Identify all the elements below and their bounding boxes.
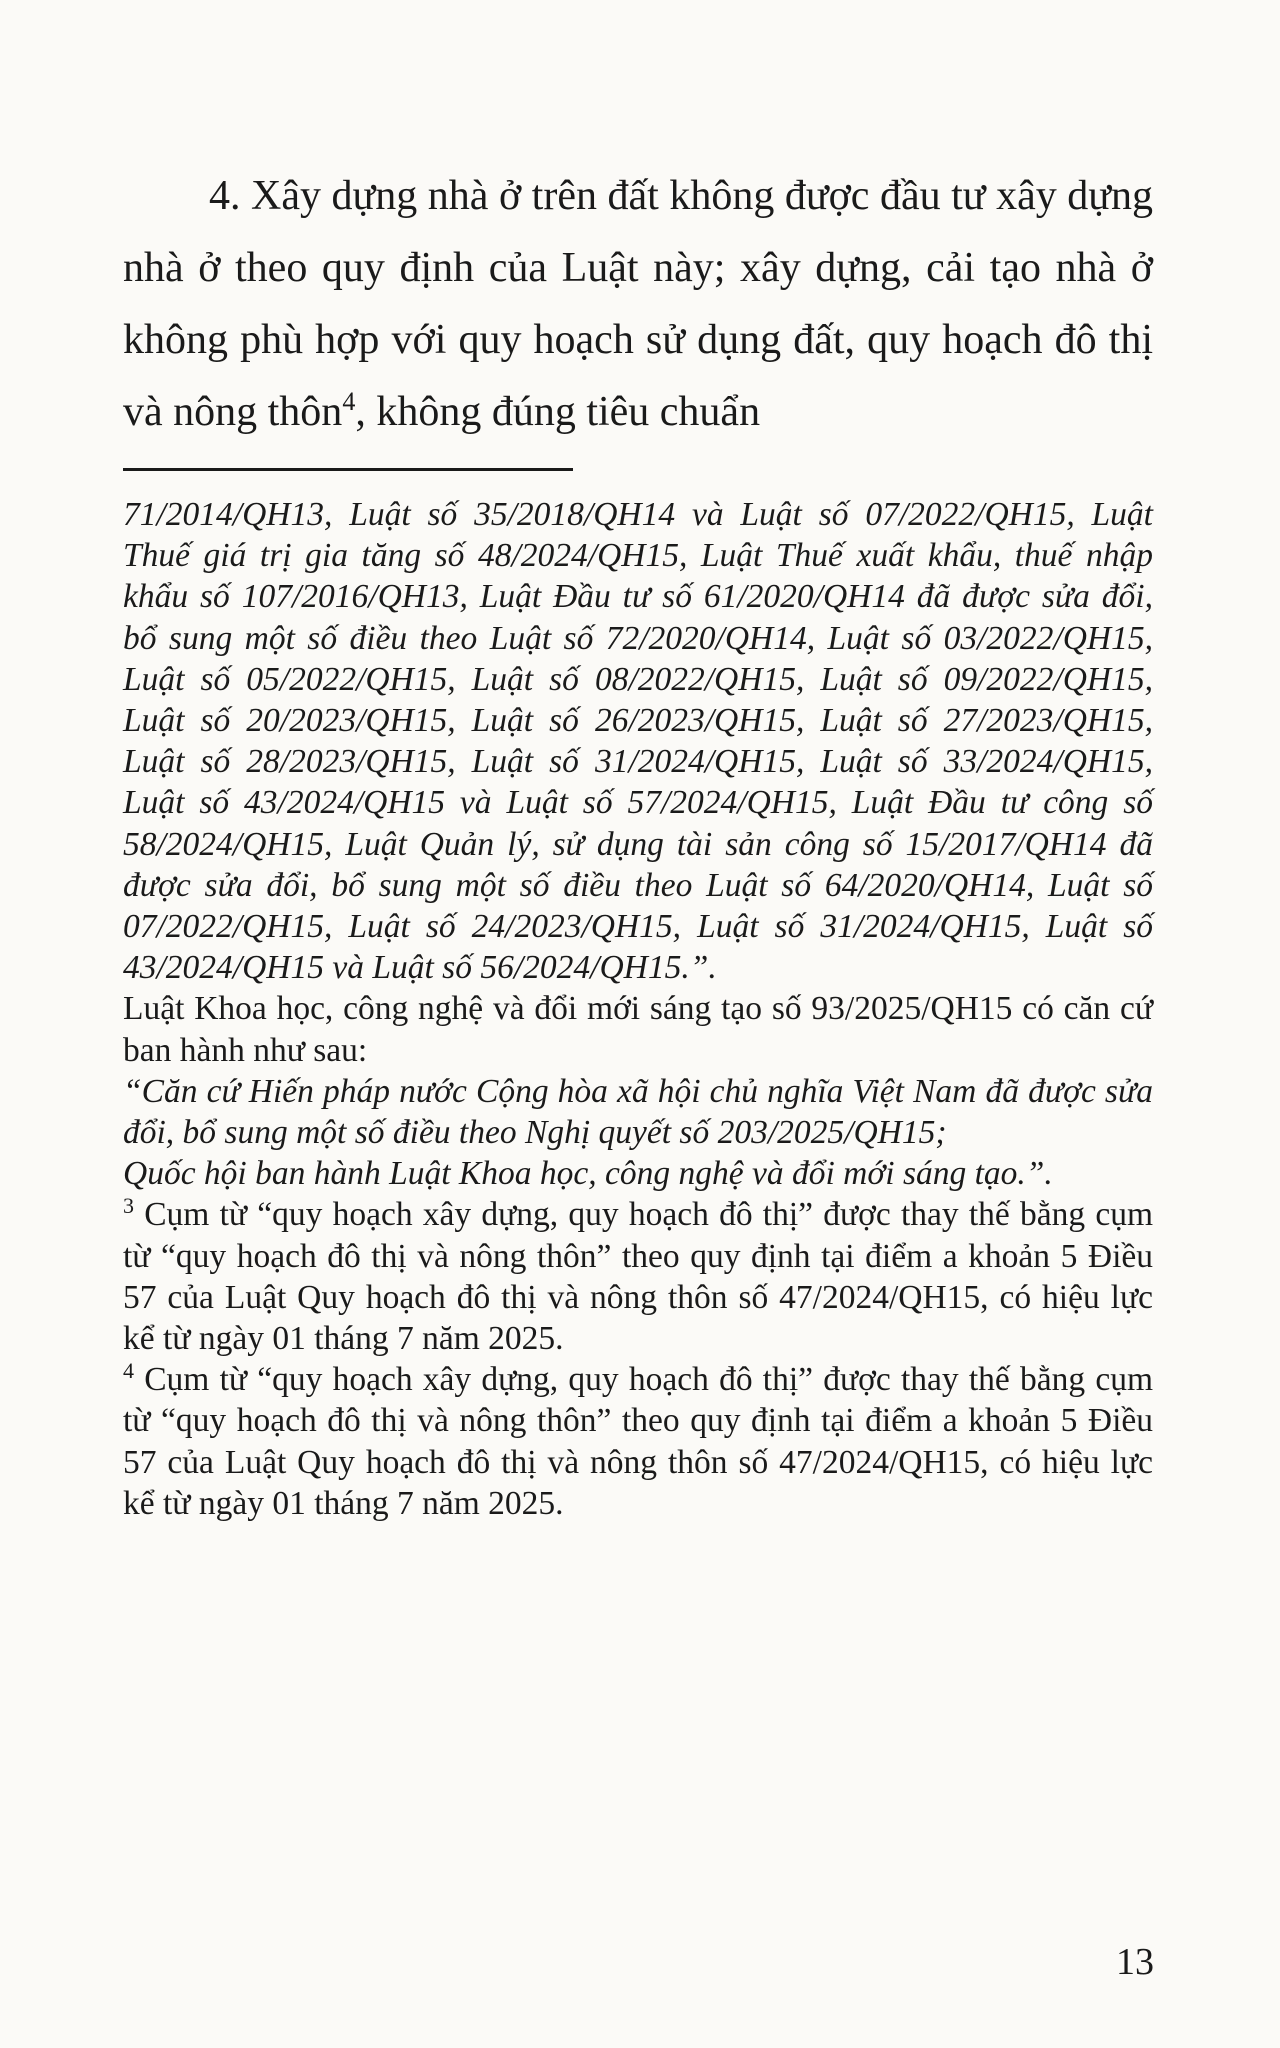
footnote-continuation: 71/2014/QH13, Luật số 35/2018/QH14 và Luật số 07/2022/QH15, Luật Thuế giá trị gia tăng số 48/2024/QH15, Luật Thuế xuất khẩu, thuế nhập khẩu số 107/2016/QH13, Luật Đầu tư số 61/2020/QH14 đã được sửa đổi, bổ sung một số điều theo Luật số 72/2020/QH14, Luật số 03/2022/QH15, Luật số 05/2022/QH15, Luật số 08/2022/QH15, Luật số 09/2022/QH15, Luật số 20/2023/QH15, Luật số 26/2023/QH15, Luật số 27/2023/QH15, Luật số 28/2023/QH15, Luật số 31/2024/QH15, Luật số 33/2024/QH15, Luật số 43/2024/QH15 và Luật số 57/2024/QH15, Luật Đầu tư công số 58/2024/QH15, Luật Quản lý, sử dụng tài sản công số 15/2017/QH14 đã được sửa đổi, bổ sung một số điều theo Luật số 64/2020/QH14, Luật số 07/2022/QH15, Luật số 24/2023/QH15, Luật số 31/2024/QH15, Luật số 43/2024/QH15 và Luật số 56/2024/QH15.”. <box>123 496 1153 987</box>
clause-text-after: , không đúng tiêu chuẩn <box>355 389 761 435</box>
footnote-3 <box>123 1194 1153 1359</box>
footnotes-section <box>123 494 1153 1524</box>
footnote-4-number: 4 <box>123 1358 134 1384</box>
footnote-4-text: Cụm từ “quy hoạch xây dựng, quy hoạch đô thị” được thay thế bằng cụm từ “quy hoạch đô thị và nông thôn” theo quy định tại điểm a khoản 5 Điều 57 của Luật Quy hoạch đô thị và nông thôn số 47/2024/QH15, có hiệu lực kể từ ngày 01 tháng 7 năm 2025. <box>123 1361 1153 1522</box>
page-number: 13 <box>1116 1941 1154 1983</box>
footnote-3-text: Cụm từ “quy hoạch xây dựng, quy hoạch đô thị” được thay thế bằng cụm từ “quy hoạch đô thị và nông thôn” theo quy định tại điểm a khoản 5 Điều 57 của Luật Quy hoạch đô thị và nông thôn số 47/2024/QH15, có hiệu lực kể từ ngày 01 tháng 7 năm 2025. <box>123 1196 1153 1358</box>
footnote-quote-2: Quốc hội ban hành Luật Khoa học, công nghệ và đổi mới sáng tạo.”. <box>123 1155 1053 1193</box>
clause-text-before: 4. Xây dựng nhà ở trên đất không được đầu tư xây dựng nhà ở theo quy định của Luật này; xây dựng, cải tạo nhà ở không phù hợp với quy hoạch sử dụng đất, quy hoạch đô thị và nông thôn <box>123 173 1153 435</box>
footnote-intro: Luật Khoa học, công nghệ và đổi mới sáng tạo số 93/2025/QH15 có căn cứ ban hành như sau: <box>123 990 1153 1069</box>
footnote-separator <box>123 468 573 471</box>
footnote-4 <box>123 1359 1153 1524</box>
footnote-3-number: 3 <box>123 1193 134 1219</box>
footnote-ref-4: 4 <box>342 387 356 416</box>
footnote-quote-1: “Căn cứ Hiến pháp nước Cộng hòa xã hội chủ nghĩa Việt Nam đã được sửa đổi, bổ sung một số điều theo Nghị quyết số 203/2025/QH15; <box>123 1072 1153 1152</box>
article-clause-4 <box>123 160 1153 448</box>
